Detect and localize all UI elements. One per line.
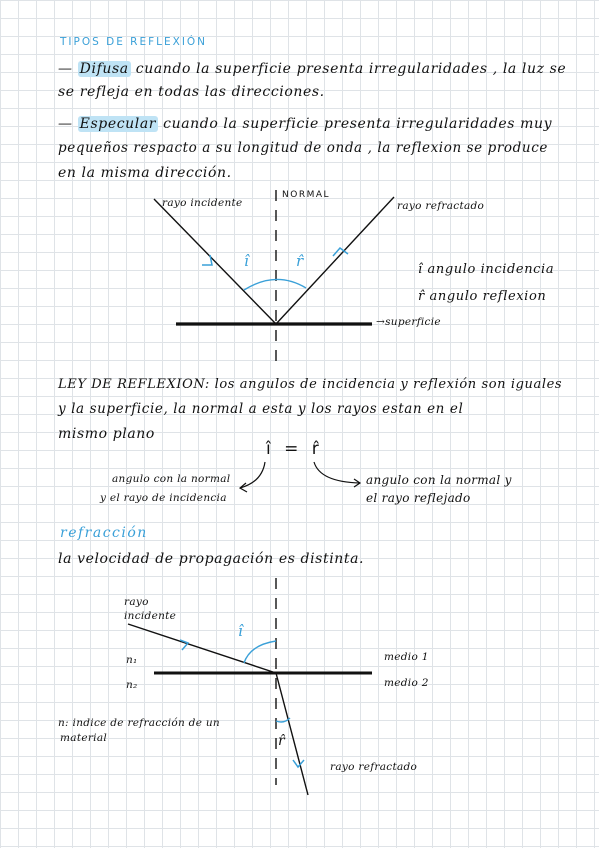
- section-title-refraccion: refracción: [60, 525, 148, 541]
- label-superficie-text: superficie: [385, 316, 441, 328]
- refraction-label-incidente: incidente: [124, 610, 177, 622]
- arrow-right: [314, 462, 360, 483]
- n-definition-1: n: indice de refracción de un: [58, 717, 220, 729]
- note-right-2: el rayo reflejado: [366, 491, 471, 505]
- law-arrows: [240, 462, 360, 492]
- difusa-text-1: cuando la superficie presenta irregularidades , la luz se: [135, 61, 567, 77]
- law-line-2: y la superficie, la normal a esta y los rayos estan en el: [58, 401, 464, 417]
- refraction-line-1: la velocidad de propagación es distinta.: [58, 551, 365, 567]
- law-line-3: mismo plano: [58, 426, 155, 442]
- refraction-label-rayo: rayo: [124, 596, 149, 608]
- angle-i-symbol: î: [244, 252, 250, 270]
- especular-line-3: en la misma dirección.: [58, 165, 232, 181]
- incident-arrowhead: [202, 255, 212, 265]
- label-medio-2: medio 2: [384, 677, 429, 689]
- section-title-tipos-reflexion: TIPOS DE REFLEXIÓN: [60, 36, 208, 48]
- label-rayo-incidente: rayo incidente: [162, 197, 243, 209]
- refraction-angle-r: r̂: [278, 733, 286, 749]
- n-definition-2: material: [60, 732, 108, 744]
- note-left-2: y el rayo de incidencia: [100, 492, 227, 504]
- refraction-angle-i: î: [238, 622, 244, 640]
- reflected-ray: [276, 197, 394, 324]
- label-medio-1: medio 1: [384, 651, 429, 663]
- legend-angle-r: r̂ angulo reflexion: [418, 289, 547, 304]
- especular-text-1: cuando la superficie presenta irregularidades muy: [163, 116, 553, 132]
- equation: î = r̂: [266, 439, 323, 459]
- especular-term: Especular: [79, 116, 157, 132]
- note-right-1: angulo con la normal y: [366, 473, 512, 487]
- incidence-arc: [244, 641, 276, 663]
- label-normal: NORMAL: [282, 190, 331, 200]
- angle-r-symbol: r̂: [296, 252, 304, 270]
- label-rayo-refractado: rayo refractado: [330, 761, 418, 773]
- label-superficie: [376, 317, 441, 328]
- legend-angle-i: î angulo incidencia: [418, 262, 555, 277]
- law-line-1: LEY DE REFLEXION: los angulos de incidencia y reflexión son iguales: [58, 377, 563, 392]
- difusa-dash: —: [58, 61, 73, 77]
- label-n2: n₂: [126, 679, 138, 691]
- especular-dash: —: [58, 116, 73, 132]
- surface-arrow-glyph: →: [376, 316, 386, 328]
- label-n1: n₁: [126, 654, 138, 666]
- incident-ray: [154, 199, 276, 324]
- note-left-1: angulo con la normal: [112, 473, 231, 485]
- difusa-line-2: se refleja en todas las direcciones.: [58, 84, 325, 100]
- reflection-diagram: [154, 190, 394, 362]
- label-rayo-reflejado: rayo refractado: [397, 200, 485, 212]
- difusa-term: Difusa: [79, 61, 129, 77]
- angle-arc: [244, 279, 306, 290]
- especular-line-2: pequeños respacto a su longitud de onda , la reflexion se produce: [58, 140, 548, 156]
